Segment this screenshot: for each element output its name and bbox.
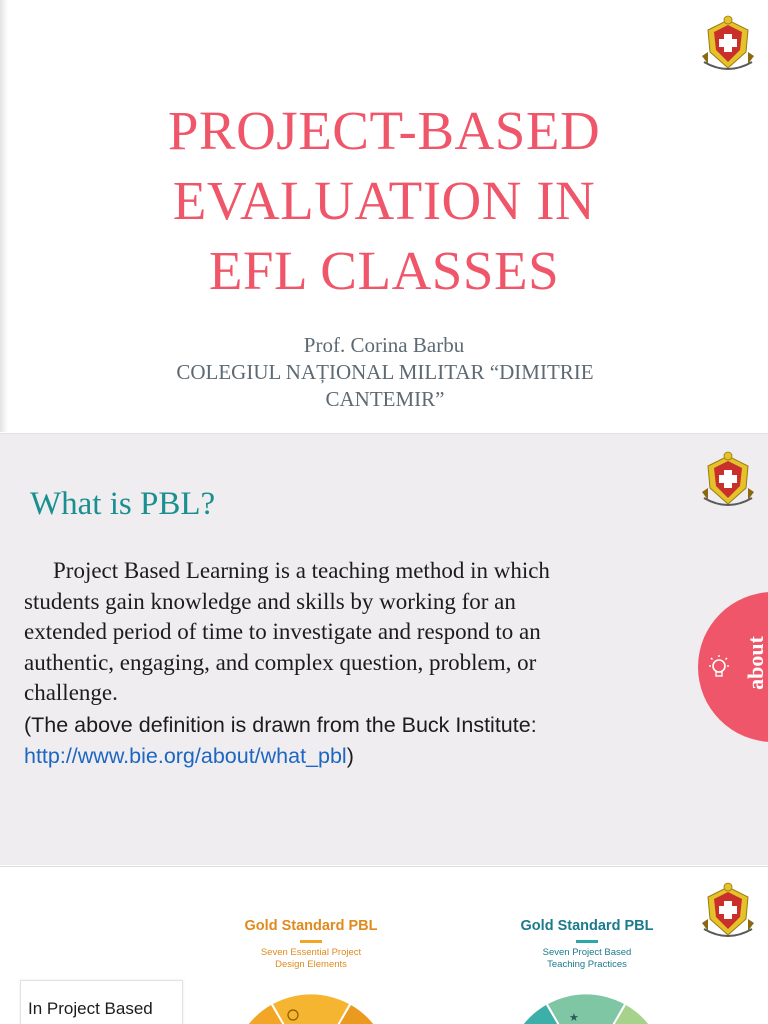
card-subtitle-line-1: Seven Project Based xyxy=(542,947,632,958)
definition-body: Project Based Learning is a teaching method in which students gain knowledge and skills by working for an extended period of time to investigate and respond to an authentic, engaging, and complex question, problem, or challenge. xyxy=(24,558,550,705)
gold-standard-card-design xyxy=(231,917,391,971)
card-subtitle-line-2: Teaching Practices xyxy=(547,959,627,970)
gold-standard-slide xyxy=(0,866,768,1024)
design-elements-wheel xyxy=(226,993,396,1024)
crest-icon xyxy=(700,448,756,512)
title-line-1: PROJECT-BASED xyxy=(167,100,601,161)
title-line-2: EVALUATION IN xyxy=(172,170,596,231)
about-label[interactable]: about xyxy=(743,636,768,690)
slide-heading: What is PBL? xyxy=(30,486,216,522)
note-prefix: (The above definition is drawn from the Buck Institute: xyxy=(24,713,537,737)
crest-icon xyxy=(700,879,756,943)
text-box-content: In Project Based xyxy=(28,999,153,1018)
gold-standard-card-teaching xyxy=(507,917,667,971)
crest-icon xyxy=(700,12,756,76)
author-name: Prof. Corina Barbu xyxy=(303,333,465,357)
card-divider xyxy=(300,940,322,943)
school-name: COLEGIUL NAȚIONAL MILITAR “DIMITRIE CANTEMIR” xyxy=(176,360,594,411)
note-suffix: ) xyxy=(346,744,354,768)
slide-title xyxy=(0,96,768,306)
card-title: Gold Standard PBL xyxy=(244,918,378,934)
source-link[interactable]: http://www.bie.org/about/what_pbl xyxy=(24,744,347,768)
about-label-wrap xyxy=(730,630,768,704)
card-divider xyxy=(576,940,598,943)
title-slide xyxy=(0,0,768,432)
source-note xyxy=(24,710,584,772)
teaching-practices-wheel xyxy=(501,993,671,1024)
definition-text xyxy=(24,556,554,709)
star-icon: ★ xyxy=(569,1012,579,1024)
card-subtitle-line-1: Seven Essential Project xyxy=(260,947,362,958)
card-title: Gold Standard PBL xyxy=(520,918,654,934)
definition-slide xyxy=(0,433,768,865)
card-subtitle-line-2: Design Elements xyxy=(275,959,347,970)
lightbulb-icon xyxy=(706,654,732,682)
title-line-3: EFL CLASSES xyxy=(208,240,560,301)
